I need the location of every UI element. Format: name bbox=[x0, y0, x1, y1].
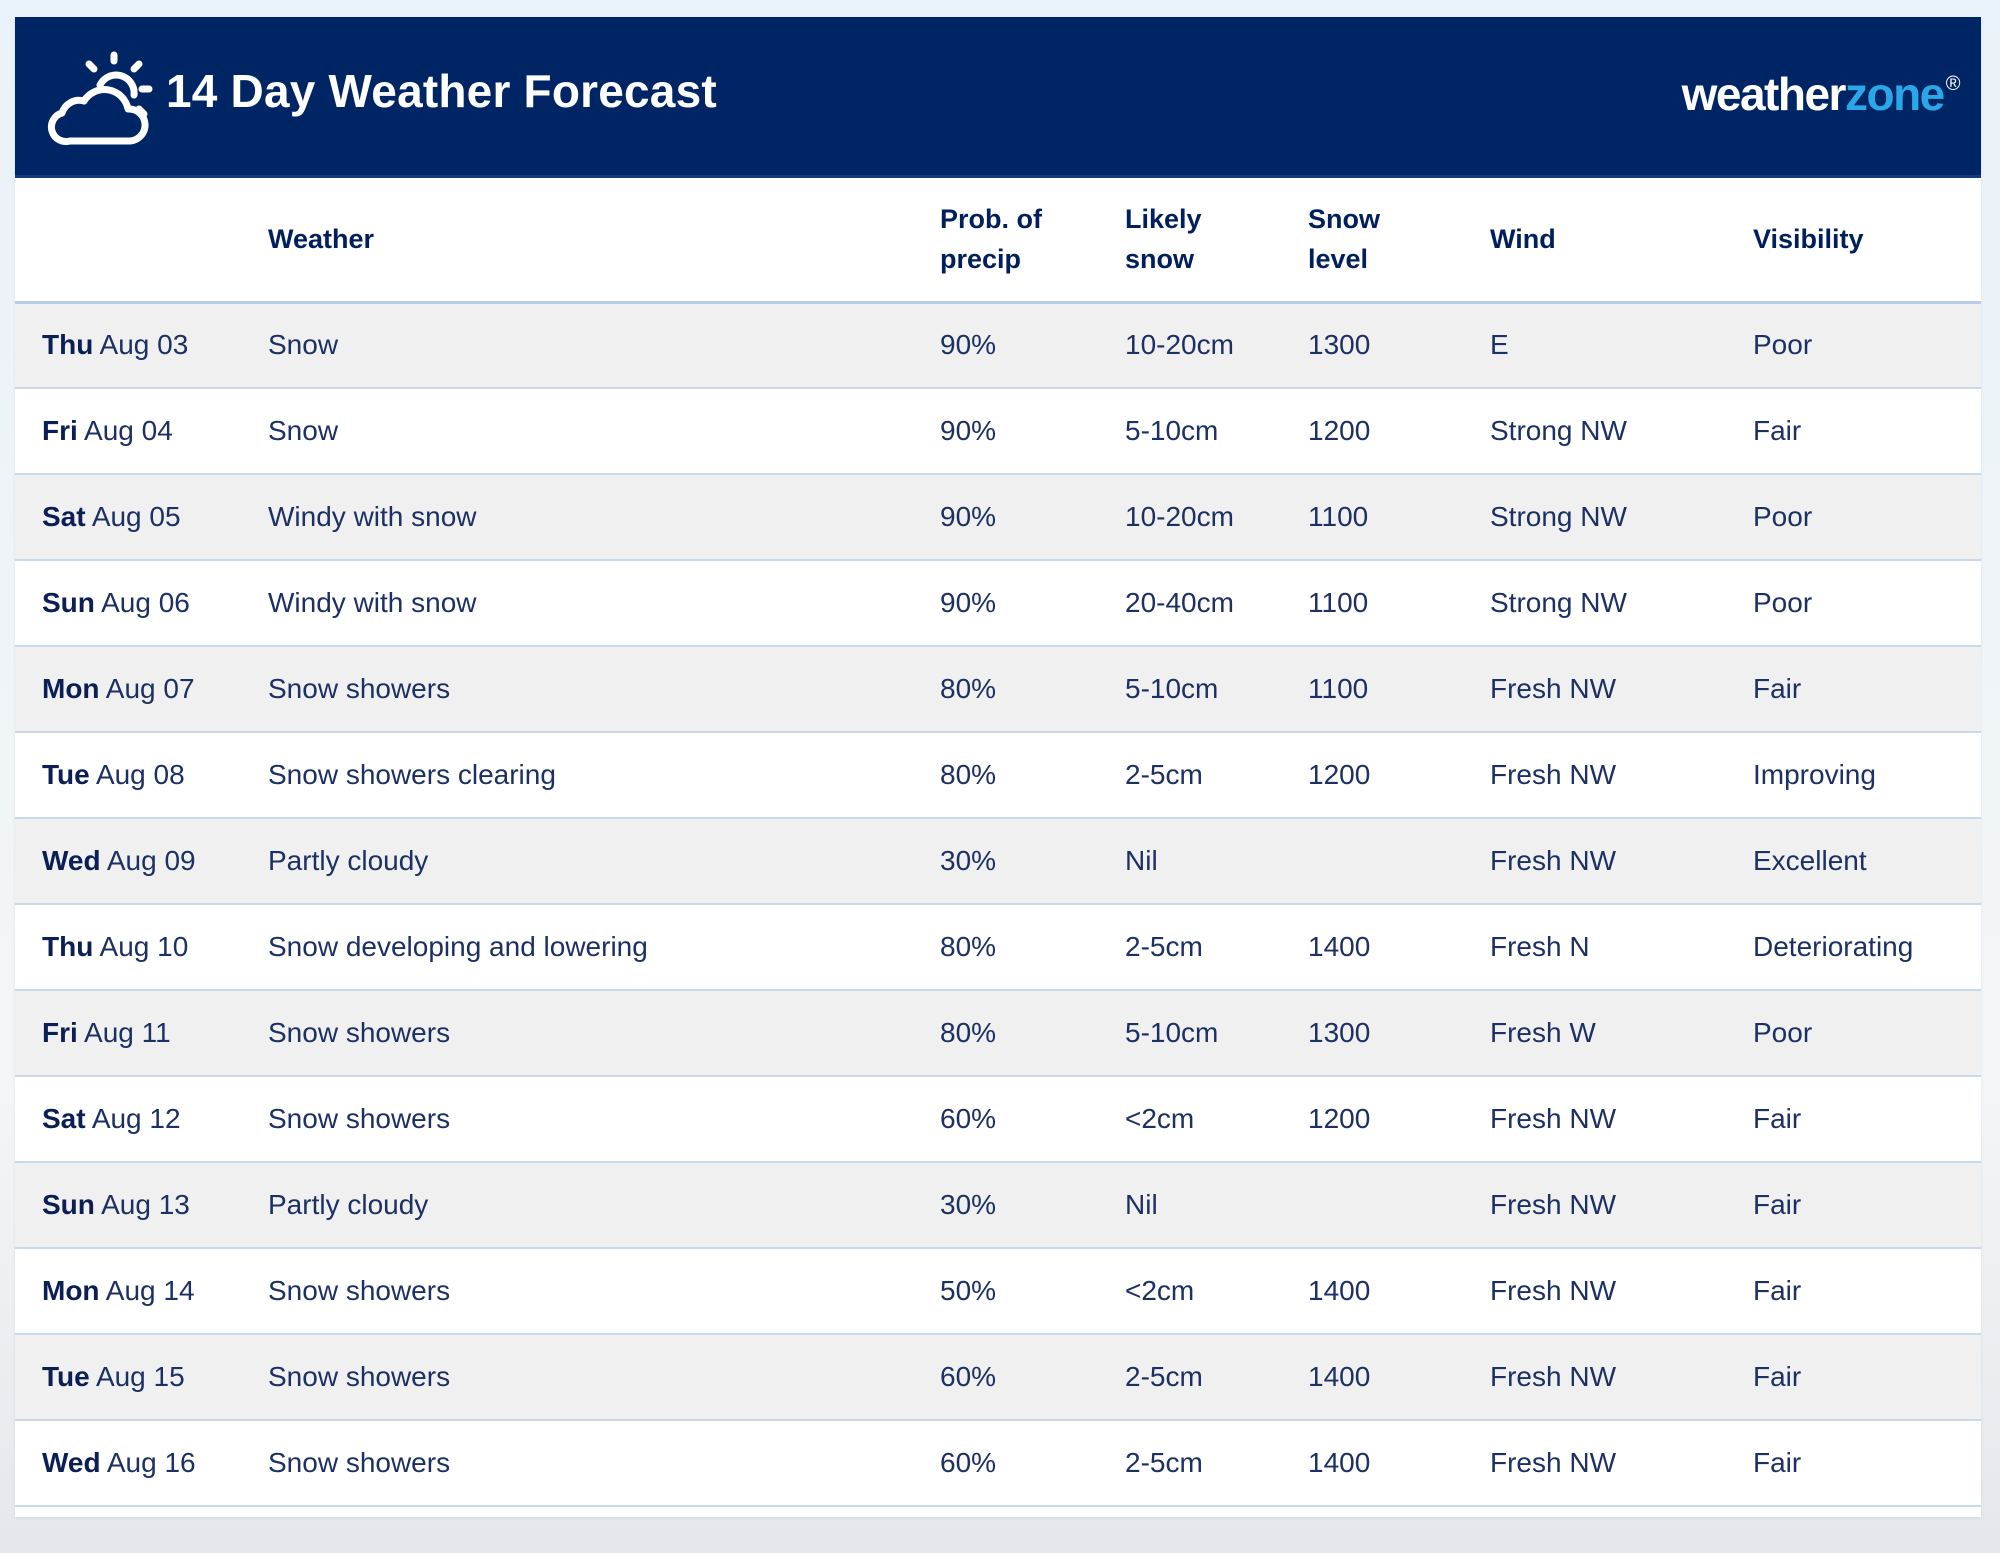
snow-level-cell: 1100 bbox=[1308, 560, 1490, 646]
snow-level-cell: 1400 bbox=[1308, 1248, 1490, 1334]
weather-cell: Snow showers bbox=[268, 1248, 940, 1334]
cloud-sun-icon bbox=[42, 51, 162, 151]
weather-cell: Partly cloudy bbox=[268, 818, 940, 904]
snow-level-cell: 1100 bbox=[1308, 474, 1490, 560]
day-of-week: Tue bbox=[42, 759, 90, 790]
wind-cell: Fresh N bbox=[1490, 904, 1753, 990]
column-header-level-line2: level bbox=[1308, 244, 1369, 275]
date: Aug 06 bbox=[101, 587, 190, 618]
date: Aug 10 bbox=[99, 931, 189, 962]
table-row bbox=[15, 560, 1981, 646]
weather-cell: Snow showers clearing bbox=[268, 732, 940, 818]
likely-snow-cell: 2-5cm bbox=[1125, 732, 1308, 818]
day-cell bbox=[15, 1076, 268, 1162]
date: Aug 05 bbox=[91, 501, 181, 532]
date: Aug 08 bbox=[95, 759, 185, 790]
table-row bbox=[15, 1076, 1981, 1162]
snow-level-cell: 1400 bbox=[1308, 904, 1490, 990]
likely-snow-cell: <2cm bbox=[1125, 1248, 1308, 1334]
day-of-week: Mon bbox=[42, 673, 100, 704]
weather-cell: Snow showers bbox=[268, 646, 940, 732]
table-row bbox=[15, 388, 1981, 474]
precip-prob-cell: 90% bbox=[940, 302, 1125, 388]
weather-cell: Windy with snow bbox=[268, 474, 940, 560]
day-of-week: Fri bbox=[42, 415, 78, 446]
day-of-week: Sun bbox=[42, 587, 95, 618]
page-title: 14 Day Weather Forecast bbox=[166, 65, 717, 117]
likely-snow-cell: 2-5cm bbox=[1125, 1420, 1308, 1506]
column-header-prob-precip bbox=[940, 178, 1125, 302]
date: Aug 12 bbox=[91, 1103, 181, 1134]
precip-prob-cell: 60% bbox=[940, 1420, 1125, 1506]
column-header-snow-line2: snow bbox=[1125, 244, 1195, 275]
day-cell bbox=[15, 1162, 268, 1248]
column-header-prob-line2: precip bbox=[940, 244, 1022, 275]
table-row bbox=[15, 904, 1981, 990]
visibility-cell: Fair bbox=[1753, 646, 1981, 732]
day-cell bbox=[15, 1248, 268, 1334]
visibility-cell: Fair bbox=[1753, 1162, 1981, 1248]
date: Aug 03 bbox=[99, 329, 189, 361]
likely-snow-cell: 5-10cm bbox=[1125, 990, 1308, 1076]
forecast-table bbox=[15, 178, 1981, 1507]
weather-cell: Snow developing and lowering bbox=[268, 904, 940, 990]
registered-mark: ® bbox=[1945, 73, 1959, 95]
likely-snow-cell: <2cm bbox=[1125, 1076, 1308, 1162]
weather-cell: Snow bbox=[268, 388, 940, 474]
snow-level-cell: 1100 bbox=[1308, 646, 1490, 732]
precip-prob-cell: 80% bbox=[940, 646, 1125, 732]
precip-prob-cell: 80% bbox=[940, 904, 1125, 990]
precip-prob-cell: 80% bbox=[940, 990, 1125, 1076]
table-row bbox=[15, 1334, 1981, 1420]
column-header-prob-line1: Prob. of bbox=[940, 204, 1042, 235]
wind-cell: Fresh NW bbox=[1490, 1076, 1753, 1162]
forecast-widget bbox=[15, 17, 1981, 1517]
wind-cell: Fresh NW bbox=[1490, 1420, 1753, 1506]
visibility-cell: Fair bbox=[1753, 1076, 1981, 1162]
day-cell bbox=[15, 1420, 268, 1506]
day-cell bbox=[15, 388, 268, 474]
day-of-week: Wed bbox=[42, 845, 101, 876]
day-cell bbox=[15, 732, 268, 818]
wind-cell: Fresh NW bbox=[1490, 1162, 1753, 1248]
day-of-week: Wed bbox=[42, 1447, 101, 1478]
forecast-rows bbox=[15, 302, 1981, 1506]
weather-cell: Snow showers bbox=[268, 990, 940, 1076]
date: Aug 16 bbox=[106, 1447, 196, 1478]
wind-cell: Fresh W bbox=[1490, 990, 1753, 1076]
snow-level-cell bbox=[1308, 1162, 1490, 1248]
weather-cell: Snow showers bbox=[268, 1334, 940, 1420]
weather-cell: Snow showers bbox=[268, 1076, 940, 1162]
snow-level-cell: 1300 bbox=[1308, 990, 1490, 1076]
precip-prob-cell: 60% bbox=[940, 1076, 1125, 1162]
date: Aug 07 bbox=[105, 673, 195, 704]
table-row bbox=[15, 1420, 1981, 1506]
day-of-week: Fri bbox=[42, 1017, 78, 1048]
table-header-row bbox=[15, 178, 1981, 302]
table-row bbox=[15, 1248, 1981, 1334]
table-row bbox=[15, 1162, 1981, 1248]
snow-level-cell bbox=[1308, 818, 1490, 904]
visibility-cell: Poor bbox=[1753, 990, 1981, 1076]
visibility-cell: Fair bbox=[1753, 1420, 1981, 1506]
snow-level-cell: 1400 bbox=[1308, 1334, 1490, 1420]
day-of-week: Mon bbox=[42, 1275, 100, 1306]
snow-level-cell: 1200 bbox=[1308, 1076, 1490, 1162]
day-of-week: Thu bbox=[42, 329, 94, 361]
day-cell bbox=[15, 990, 268, 1076]
wind-cell: Fresh NW bbox=[1490, 1334, 1753, 1420]
column-header-day bbox=[15, 178, 268, 302]
likely-snow-cell: 2-5cm bbox=[1125, 904, 1308, 990]
forecast-header bbox=[15, 17, 1981, 178]
wind-cell: Fresh NW bbox=[1490, 732, 1753, 818]
visibility-cell: Excellent bbox=[1753, 818, 1981, 904]
wind-cell: Strong NW bbox=[1490, 474, 1753, 560]
precip-prob-cell: 80% bbox=[940, 732, 1125, 818]
column-header-wind: Wind bbox=[1490, 178, 1753, 302]
day-of-week: Tue bbox=[42, 1361, 90, 1392]
day-cell bbox=[15, 904, 268, 990]
snow-level-cell: 1200 bbox=[1308, 388, 1490, 474]
table-row bbox=[15, 990, 1981, 1076]
weather-cell: Snow bbox=[268, 302, 940, 388]
precip-prob-cell: 90% bbox=[940, 560, 1125, 646]
date: Aug 14 bbox=[105, 1275, 195, 1306]
date: Aug 04 bbox=[84, 415, 173, 446]
day-cell bbox=[15, 1334, 268, 1420]
likely-snow-cell: Nil bbox=[1125, 1162, 1308, 1248]
precip-prob-cell: 30% bbox=[940, 818, 1125, 904]
logo-text-zone: zone bbox=[1844, 68, 1944, 120]
precip-prob-cell: 90% bbox=[940, 388, 1125, 474]
precip-prob-cell: 60% bbox=[940, 1334, 1125, 1420]
visibility-cell: Fair bbox=[1753, 1248, 1981, 1334]
snow-level-cell: 1300 bbox=[1308, 302, 1490, 388]
column-header-visibility: Visibility bbox=[1753, 178, 1981, 302]
date: Aug 13 bbox=[101, 1189, 190, 1220]
table-row bbox=[15, 818, 1981, 904]
day-of-week: Thu bbox=[42, 931, 94, 962]
day-of-week: Sat bbox=[42, 1103, 86, 1134]
wind-cell: Strong NW bbox=[1490, 560, 1753, 646]
date: Aug 09 bbox=[106, 845, 196, 876]
day-of-week: Sat bbox=[42, 501, 86, 532]
day-cell bbox=[15, 302, 268, 388]
precip-prob-cell: 50% bbox=[940, 1248, 1125, 1334]
weather-cell: Snow showers bbox=[268, 1420, 940, 1506]
weatherzone-logo[interactable] bbox=[1682, 67, 1959, 121]
wind-cell: E bbox=[1490, 302, 1753, 388]
likely-snow-cell: Nil bbox=[1125, 818, 1308, 904]
snow-level-cell: 1400 bbox=[1308, 1420, 1490, 1506]
likely-snow-cell: 10-20cm bbox=[1125, 474, 1308, 560]
visibility-cell: Improving bbox=[1753, 732, 1981, 818]
precip-prob-cell: 30% bbox=[940, 1162, 1125, 1248]
column-header-snow-level bbox=[1308, 178, 1490, 302]
logo-text-weather: weather bbox=[1681, 68, 1845, 120]
snow-level-cell: 1200 bbox=[1308, 732, 1490, 818]
likely-snow-cell: 2-5cm bbox=[1125, 1334, 1308, 1420]
day-cell bbox=[15, 646, 268, 732]
visibility-cell: Fair bbox=[1753, 388, 1981, 474]
day-cell bbox=[15, 560, 268, 646]
column-header-snow-line1: Likely bbox=[1125, 204, 1202, 235]
wind-cell: Fresh NW bbox=[1490, 818, 1753, 904]
likely-snow-cell: 10-20cm bbox=[1125, 302, 1308, 388]
column-header-weather: Weather bbox=[268, 178, 940, 302]
wind-cell: Strong NW bbox=[1490, 388, 1753, 474]
visibility-cell: Fair bbox=[1753, 1334, 1981, 1420]
table-row bbox=[15, 474, 1981, 560]
column-header-level-line1: Snow bbox=[1308, 204, 1380, 235]
precip-prob-cell: 90% bbox=[940, 474, 1125, 560]
table-row bbox=[15, 732, 1981, 818]
visibility-cell: Deteriorating bbox=[1753, 904, 1981, 990]
date: Aug 15 bbox=[95, 1361, 185, 1392]
column-header-likely-snow bbox=[1125, 178, 1308, 302]
weather-cell: Windy with snow bbox=[268, 560, 940, 646]
weather-cell: Partly cloudy bbox=[268, 1162, 940, 1248]
date: Aug 11 bbox=[84, 1017, 171, 1048]
wind-cell: Fresh NW bbox=[1490, 646, 1753, 732]
likely-snow-cell: 5-10cm bbox=[1125, 388, 1308, 474]
table-row bbox=[15, 646, 1981, 732]
table-row bbox=[15, 302, 1981, 388]
day-of-week: Sun bbox=[42, 1189, 95, 1220]
likely-snow-cell: 20-40cm bbox=[1125, 560, 1308, 646]
visibility-cell: Poor bbox=[1753, 560, 1981, 646]
day-cell bbox=[15, 818, 268, 904]
wind-cell: Fresh NW bbox=[1490, 1248, 1753, 1334]
day-cell bbox=[15, 474, 268, 560]
visibility-cell: Poor bbox=[1753, 474, 1981, 560]
visibility-cell: Poor bbox=[1753, 302, 1981, 388]
likely-snow-cell: 5-10cm bbox=[1125, 646, 1308, 732]
